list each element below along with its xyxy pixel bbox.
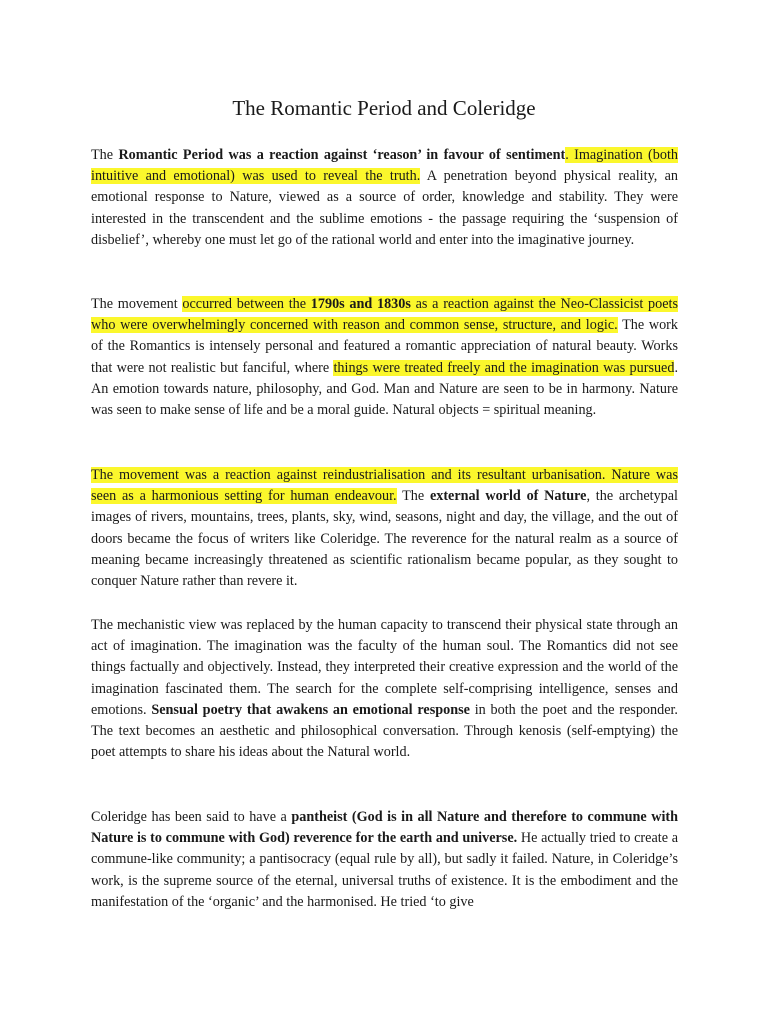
- text-run: The movement: [91, 296, 183, 312]
- highlighted-text: . Imagination (both intuitive and emotional) was used to reveal the truth.: [91, 147, 678, 185]
- highlighted-text: 1790s and 1830s: [310, 296, 411, 312]
- text-run: The: [396, 488, 430, 505]
- highlighted-text: occurred between the: [182, 296, 311, 312]
- document-title: The Romantic Period and Coleridge: [232, 96, 536, 120]
- paragraph-movement-dates: [91, 294, 678, 421]
- text-run: pantheist (God is in all Nature and therefore to commune with Nature is to commune with God) reverence for the earth and universe.: [91, 809, 678, 847]
- text-run: The mechanistic view was replaced by the human capacity to transcend their physical state through an act of imagination. The imagination was the faculty of the human soul. The Romantics did not see things factually and objectively. Instead, they interpreted their creative expression and the world of the imagination fascinated them. The search for the complete self-comprising intelligence, senses and emotions.: [91, 617, 678, 718]
- highlighted-text: The movement was a reaction against reindustrialisation and its resultant urbanisation. Nature was seen as a harmonious setting for human endeavour.: [91, 467, 678, 505]
- paragraph-mechanistic-view: [91, 615, 678, 763]
- text-run: , the archetypal images of rivers, mountains, trees, plants, sky, wind, seasons, night and day, the village, and the out of doors became the focus of writers like Coleridge. The reverence for the natural realm as a source of meaning became increasingly threatened as scientific rationalism became popular, as they sought to conquer Nature rather than revere it.: [91, 488, 678, 590]
- text-run: The: [91, 147, 119, 163]
- text-run: in both the poet and the responder. The text becomes an aesthetic and philosophical conversation. Through kenosis (self-emptying) the poet attempts to share his ideas about the Natural world.: [91, 701, 678, 761]
- paragraph-romantic-period: [91, 145, 678, 251]
- text-run: The work of the Romantics is intensely personal and featured a romantic appreciation of natural beauty. Works that were not realistic but fanciful, where: [91, 317, 678, 376]
- text-run: A penetration beyond physical reality, an emotional response to Nature, viewed as a source of order, knowledge and stability. They were interested in the transcendent and the sublime emotions - the passage requiring the ‘suspension of disbelief’, whereby one must let go of the rational world and enter into the imaginative journey.: [91, 168, 679, 248]
- paragraph-industrialisation: [91, 465, 678, 592]
- text-run: Romantic Period was a reaction against ‘reason’ in favour of sentiment: [118, 147, 566, 163]
- text-run: . An emotion towards nature, philosophy, and God. Man and Nature are seen to be in harmony. Nature was seen to make sense of life and be a moral guide. Natural objects = spiritual meaning.: [91, 359, 678, 419]
- text-run: He actually tried to create a commune-like community; a pantisocracy (equal rule by all), but sadly it failed. Nature, in Coleridge’s work, is the supreme source of the eternal, universal truths of existence. It is the embodiment and the manifestation of the ‘organic’ and the harmonised. He tried ‘to give: [91, 830, 678, 910]
- paragraph-coleridge-pantheist: [91, 807, 678, 913]
- text-run: external world of Nature: [429, 488, 587, 505]
- highlighted-text: things were treated freely and the imagination was pursued: [333, 359, 675, 376]
- text-run: Coleridge has been said to have a: [91, 809, 292, 825]
- text-run: Sensual poetry that awakens an emotional response: [151, 701, 470, 718]
- highlighted-text: as a reaction against the Neo-Classicist poets who were overwhelmingly concerned with reason and common sense, structure, and logic.: [91, 296, 678, 334]
